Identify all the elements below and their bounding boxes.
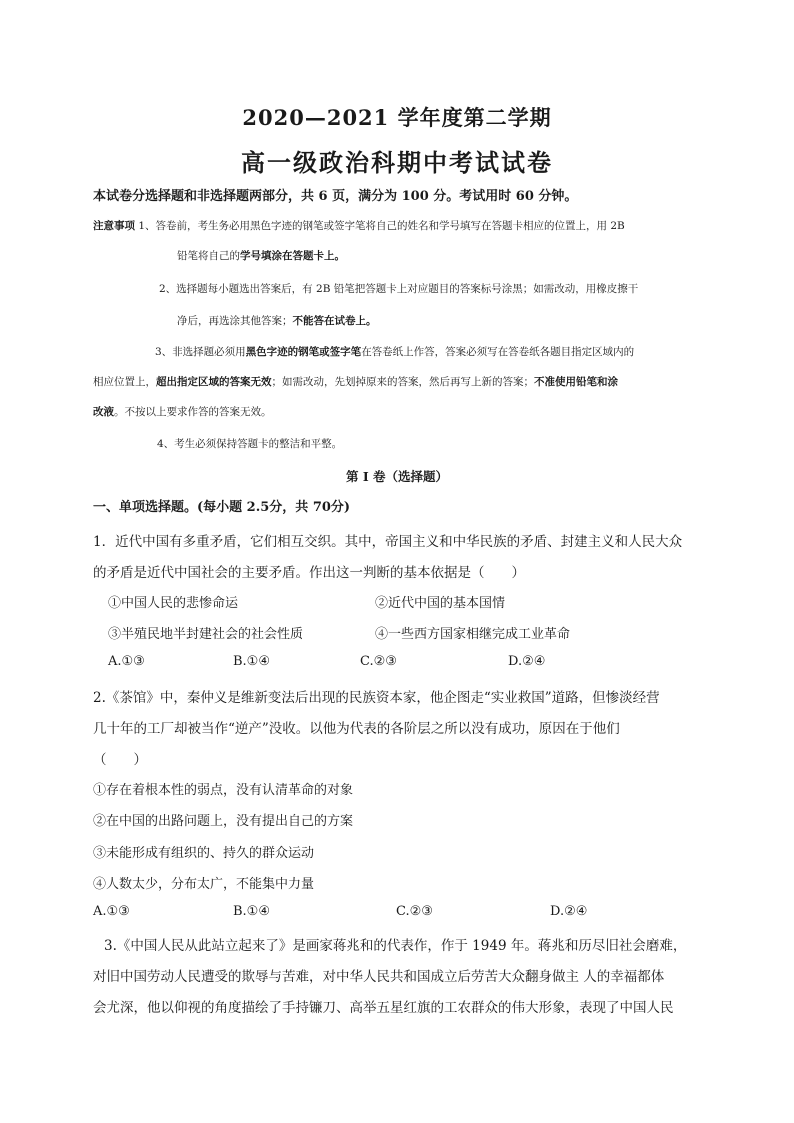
q1-choice-c: C.②③ <box>360 654 397 669</box>
q3-stem-line-2: 对旧中国劳动人民遭受的欺辱与苦难，对中华人民共和国成立后劳苦大众翻身做主 人的幸福都体 <box>93 969 665 985</box>
note-3-text-bold: 黑色字迹的钢笔或签字笔 <box>245 346 362 358</box>
note-3-text-2a: 相应位置上， <box>93 376 156 388</box>
exam-title-year: 2020—2021 学年度第二学期 <box>242 105 552 130</box>
q1-stem-line-2: 的矛盾是近代中国社会的主要矛盾。作出这一判断的基本依据是（ ） <box>93 565 525 581</box>
q1-statement-2: ②近代中国的基本国情 <box>375 596 506 611</box>
note-1-line-1 <box>93 218 625 233</box>
q2-choice-a: A.①③ <box>93 904 130 919</box>
exam-intro: 本试卷分选择题和非选择题两部分，共 6 页，满分为 100 分。考试用时 60 分钟。 <box>93 189 578 204</box>
note-3-text-3b: 。不按以上要求作答的答案无效。 <box>114 406 272 418</box>
q2-statement-2: ②在中国的出路问题上，没有提出自己的方案 <box>93 814 354 829</box>
note-3-text-2b: 超出指定区域的答案无效 <box>156 376 272 388</box>
section-title: 第 I 卷（选择题） <box>345 469 449 484</box>
note-2-line-1: 2、选择题每小题选出答案后，有 2B 铅笔把答题卡上对应题目的答案标号涂黑；如需改动，用橡皮擦干 <box>159 283 639 295</box>
note-2-text-bold: 不能答在试卷上。 <box>292 315 377 327</box>
q1-statement-4: ④一些西方国家相继完成工业革命 <box>375 627 571 642</box>
q1-choice-b: B.①④ <box>233 654 270 669</box>
q1-stem-line-1: 1．近代中国有多重矛盾，它们相互交织。其中，帝国主义和中华民族的矛盾、封建主义和人民大众 <box>93 534 683 550</box>
note-1-text-bold: 学号填涂在答题卡上。 <box>240 250 345 262</box>
note-2-line-2 <box>177 313 377 328</box>
note-3-text-2d: 不准使用铅笔和涂 <box>534 376 618 388</box>
note-3-text-2c: ；如需改动，先划掉原来的答案，然后再写上新的答案； <box>271 376 534 388</box>
q2-stem-line-2: 几十年的工厂却被当作“逆产”没收。以他为代表的各阶层之所以没有成功，原因在于他们 <box>93 721 620 737</box>
q1-choice-d: D.②④ <box>508 654 546 669</box>
q2-stem-line-3: （ ） <box>93 752 147 768</box>
q2-stem-line-1: 2.《茶馆》中，秦仲义是维新变法后出现的民族资本家，他企图走“实业救国”道路，但惨淡经营 <box>93 690 660 706</box>
note-3-line-1 <box>155 344 634 359</box>
q2-choice-d: D.②④ <box>550 904 588 919</box>
q2-statement-1: ①存在着根本性的弱点，没有认清革命的对象 <box>93 783 354 798</box>
note-3-text-a: 3、非选择题必须用 <box>155 346 246 358</box>
q2-statement-4: ④人数太少，分布太广，不能集中力量 <box>93 877 315 892</box>
q2-statement-3: ③未能形成有组织的、持久的群众运动 <box>93 846 315 861</box>
note-3-line-3 <box>93 404 272 419</box>
q1-statement-1: ①中国人民的悲惨命运 <box>108 596 239 611</box>
note-3-line-2 <box>93 374 618 389</box>
part-title: 一、单项选择题。(每小题 2.5分，共 70分) <box>93 500 351 515</box>
note-4: 4、考生必须保持答题卡的整洁和平整。 <box>157 438 343 450</box>
notes-label: 注意事项 <box>93 220 135 232</box>
note-1-line-2 <box>177 248 345 263</box>
q2-choice-b: B.①④ <box>233 904 270 919</box>
note-2-text-a: 净后，再选涂其他答案； <box>177 315 293 327</box>
note-1-text: 1、答卷前，考生务必用黑色字迹的钢笔或签字笔将自己的姓名和学号填写在答题卡相应的位置上，用 2B <box>138 220 625 232</box>
exam-title-subject: 高一级政治科期中考试试卷 <box>241 148 553 177</box>
note-3-text-3a: 改液 <box>93 406 114 418</box>
q3-stem-line-1: 3.《中国人民从此站立起来了》是画家蒋兆和的代表作，作于 1949 年。蒋兆和历尽旧社会磨难， <box>104 938 687 954</box>
q1-choice-a: A.①③ <box>108 654 145 669</box>
note-3-text-c: 在答卷纸上作答，答案必须写在答卷纸各题目指定区域内的 <box>361 346 635 358</box>
q3-stem-line-3: 会尤深，他以仰视的角度描绘了手持镰刀、高举五星红旗的工农群众的伟大形象，表现了中国人民 <box>93 1000 674 1016</box>
note-1-text-a: 铅笔将自己的 <box>177 250 240 262</box>
q1-statement-3: ③半殖民地半封建社会的社会性质 <box>108 627 304 642</box>
q2-choice-c: C.②③ <box>396 904 433 919</box>
